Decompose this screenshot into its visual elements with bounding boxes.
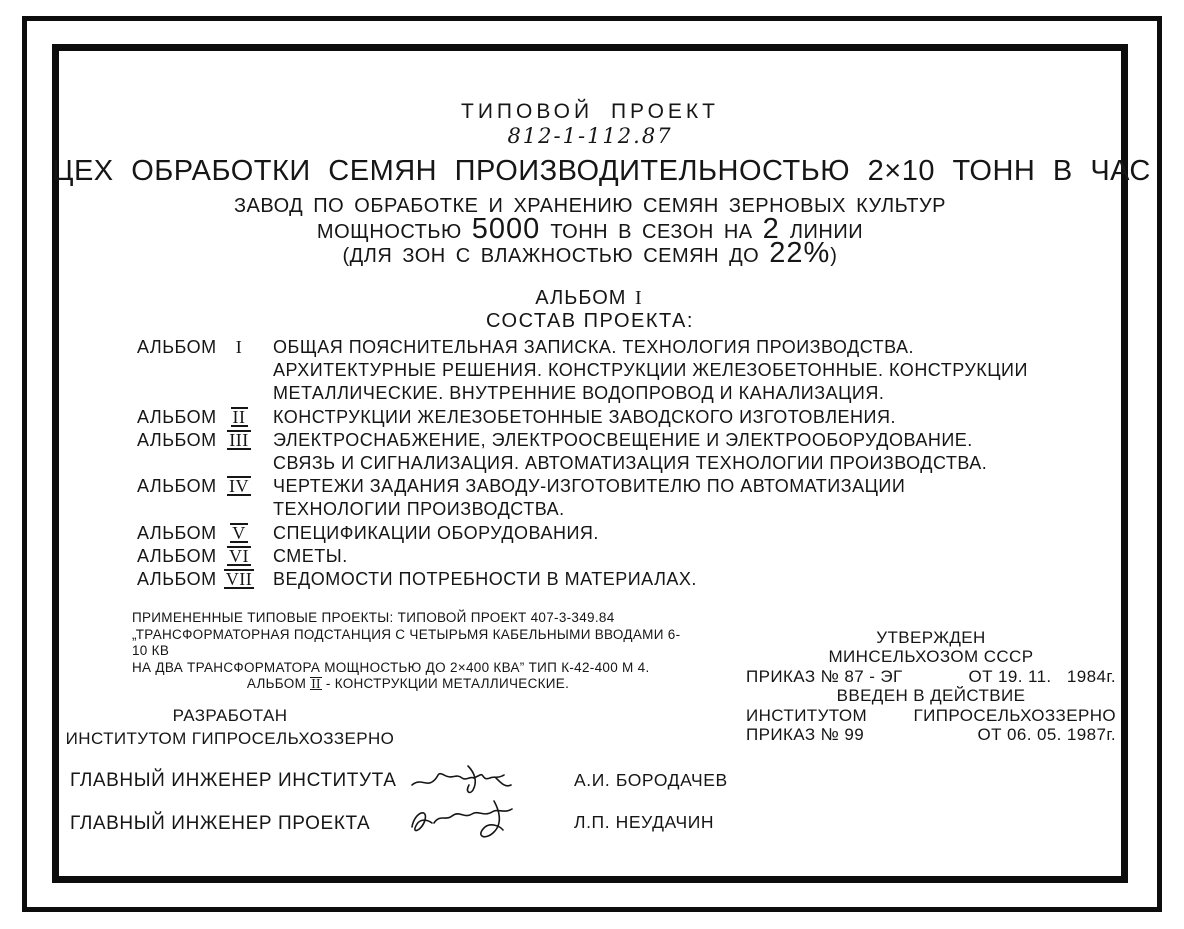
album-text-line: СВЯЗЬ И СИГНАЛИЗАЦИЯ. АВТОМАТИЗАЦИЯ ТЕХНОЛОГИИ ПРОИЗВОДСТВА.	[273, 453, 988, 474]
album-text-line: ОБЩАЯ ПОЯСНИТЕЛЬНАЯ ЗАПИСКА. ТЕХНОЛОГИЯ ПРОИЗВОДСТВА.	[273, 337, 915, 357]
doc-type-label: ТИПОВОЙ ПРОЕКТ	[461, 100, 719, 123]
zone-prefix: (ДЛЯ ЗОН С ВЛАЖНОСТЬЮ СЕМЯН ДО	[342, 245, 760, 267]
note-album-numeral: II	[311, 676, 321, 691]
approval-block	[746, 628, 1116, 744]
album-text-line: СМЕТЫ.	[273, 545, 348, 566]
approved-label: УТВЕРЖДЕН	[876, 628, 986, 647]
album-numeral: II	[232, 406, 246, 427]
album-entry-2	[137, 406, 1028, 429]
album-numeral: IV	[229, 476, 249, 497]
album-heading-numeral: I	[635, 287, 643, 309]
album-label: АЛЬБОМ	[137, 545, 217, 566]
subtitle-zone	[52, 239, 1128, 270]
album-entry-6	[137, 545, 1028, 568]
album-heading	[52, 287, 1128, 310]
zone-suffix: )	[830, 245, 838, 267]
album-text-line: КОНСТРУКЦИИ ЖЕЛЕЗОБЕТОННЫЕ ЗАВОДСКОГО ИЗГОТОВЛЕНИЯ.	[273, 406, 896, 427]
album-text-line: ЧЕРТЕЖИ ЗАДАНИЯ ЗАВОДУ-ИЗГОТОВИТЕЛЮ ПО АВТОМАТИЗАЦИИ	[273, 476, 906, 497]
lines-suffix: ЛИНИИ	[789, 221, 864, 243]
zone-value: 22%	[769, 237, 831, 269]
album-text-line: ТЕХНОЛОГИИ ПРОИЗВОДСТВА.	[273, 499, 565, 520]
album-label: АЛЬБОМ	[137, 429, 217, 450]
album-entry-5	[137, 522, 1028, 545]
lines-value: 2	[762, 213, 780, 245]
order2-date: ОТ 06. 05. 1987г.	[977, 725, 1116, 745]
note-line: ПРИМЕНЕННЫЕ ТИПОВЫЕ ПРОЕКТЫ: ТИПОВОЙ ПРОЕКТ 407-3-349.84	[132, 610, 615, 625]
album-list	[137, 336, 1028, 591]
page-title: ЦЕХ ОБРАБОТКИ СЕМЯН ПРОИЗВОДИТЕЛЬНОСТЬЮ 2×10 ТОНН В ЧАС	[52, 155, 1151, 187]
album-text-line: ЭЛЕКТРОСНАБЖЕНИЕ, ЭЛЕКТРООСВЕЩЕНИЕ И ЭЛЕКТРООБОРУДОВАНИЕ.	[273, 429, 973, 450]
capacity-prefix: МОЩНОСТЬЮ	[316, 221, 462, 243]
album-text-line: ВЕДОМОСТИ ПОТРЕБНОСТИ В МАТЕРИАЛАХ.	[273, 569, 697, 590]
note-line: НА ДВА ТРАНСФОРМАТОРА МОЩНОСТЬЮ ДО 2×400 КВА” ТИП К-42-400 М 4.	[132, 659, 650, 675]
order2-number: ПРИКАЗ № 99	[746, 725, 865, 745]
note-line	[132, 676, 684, 693]
order1-date: ОТ 19. 11. 1984г.	[968, 666, 1116, 686]
enacted-by	[746, 706, 1116, 725]
enacted-by-word2: ГИПРОСЕЛЬХОЗЗЕРНО	[913, 705, 1116, 725]
doc-number: 812-1-112.87	[507, 124, 673, 148]
album-numeral: I	[235, 337, 243, 357]
album-text-line: АРХИТЕКТУРНЫЕ РЕШЕНИЯ. КОНСТРУКЦИИ ЖЕЛЕЗОБЕТОННЫЕ. КОНСТРУКЦИИ	[273, 360, 1028, 381]
album-entry-4	[137, 475, 1028, 521]
album-entry-7	[137, 568, 1028, 591]
applied-projects-note	[132, 610, 684, 693]
album-numeral: III	[229, 429, 249, 450]
contents-heading: СОСТАВ ПРОЕКТА:	[486, 310, 694, 332]
album-text-line: МЕТАЛЛИЧЕСКИЕ. ВНУТРЕННИЕ ВОДОПРОВОД И КАНАЛИЗАЦИЯ.	[273, 383, 885, 404]
name-chief-engineer-project: Л.П. НЕУДАЧИН	[574, 812, 715, 832]
album-text-line: СПЕЦИФИКАЦИИ ОБОРУДОВАНИЯ.	[273, 522, 599, 543]
album-label: АЛЬБОМ	[137, 476, 217, 497]
developed-by: ИНСТИТУТОМ ГИПРОСЕЛЬХОЗЗЕРНО	[65, 729, 395, 748]
name-chief-engineer-institute: А.И. БОРОДАЧЕВ	[574, 770, 728, 790]
order1-number: ПРИКАЗ № 87 - ЭГ	[746, 666, 903, 686]
subtitle-plant: ЗАВОД ПО ОБРАБОТКЕ И ХРАНЕНИЮ СЕМЯН ЗЕРНОВЫХ КУЛЬТУР	[233, 195, 947, 217]
album-entry-3	[137, 429, 1028, 475]
project-engineer-signature	[404, 793, 520, 847]
album-label: АЛЬБОМ	[137, 406, 217, 427]
album-numeral: VII	[225, 569, 253, 590]
note-album-text: - КОНСТРУКЦИИ МЕТАЛЛИЧЕСКИЕ.	[325, 676, 570, 691]
note-album-label: АЛЬБОМ	[246, 676, 307, 691]
album-heading-label: АЛЬБОМ	[535, 287, 627, 309]
album-label: АЛЬБОМ	[137, 569, 217, 590]
album-label: АЛЬБОМ	[137, 337, 217, 357]
album-entry-1	[137, 336, 1028, 406]
role-chief-engineer-project: ГЛАВНЫЙ ИНЖЕНЕР ПРОЕКТА	[70, 813, 371, 834]
approval-order-2	[746, 725, 1116, 744]
approval-order-1	[746, 667, 1116, 686]
capacity-mid: ТОНН В СЕЗОН НА	[550, 221, 753, 243]
album-numeral: V	[232, 522, 246, 543]
capacity-value: 5000	[471, 213, 541, 245]
enacted-by-word1: ИНСТИТУТОМ	[746, 705, 867, 725]
enacted-label: ВВЕДЕН В ДЕЙСТВИЕ	[836, 686, 1026, 706]
album-numeral: VI	[229, 545, 249, 566]
note-line: „ТРАНСФОРМАТОРНАЯ ПОДСТАНЦИЯ С ЧЕТЫРЬМЯ КАБЕЛЬНЫМИ ВВОДАМИ 6-10 КВ	[132, 626, 681, 658]
role-chief-engineer-institute: ГЛАВНЫЙ ИНЖЕНЕР ИНСТИТУТА	[70, 770, 397, 791]
album-label: АЛЬБОМ	[137, 522, 217, 543]
developed-block	[58, 704, 402, 750]
developed-label: РАЗРАБОТАН	[172, 706, 288, 725]
approved-by: МИНСЕЛЬХОЗОМ СССР	[828, 647, 1034, 667]
